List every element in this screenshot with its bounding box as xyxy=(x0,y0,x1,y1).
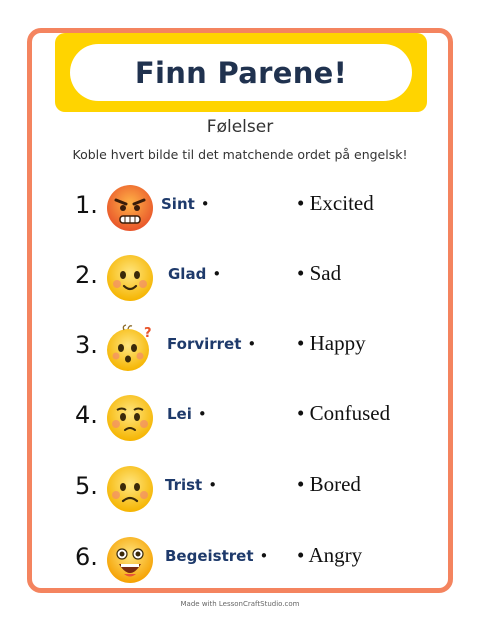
english-word xyxy=(297,543,362,568)
norwegian-word xyxy=(167,335,256,353)
instructions: Koble hvert bilde til det matchende ordet på engelsk! xyxy=(72,147,408,162)
english-bullet: • xyxy=(297,261,305,285)
english-text: Confused xyxy=(309,401,391,425)
item-number: 5. xyxy=(75,472,98,500)
match-row-2 xyxy=(0,248,480,308)
english-bullet: • xyxy=(297,331,305,355)
english-text: Excited xyxy=(309,191,374,215)
english-word xyxy=(297,261,341,286)
word-bullet: • xyxy=(197,405,207,423)
match-row-6 xyxy=(0,530,480,590)
english-text: Angry xyxy=(308,543,363,567)
item-number: 3. xyxy=(75,331,98,359)
match-row-3 xyxy=(0,318,480,378)
item-number: 4. xyxy=(75,401,98,429)
sad-face-icon xyxy=(104,462,156,514)
word-bullet: • xyxy=(259,547,269,565)
page-title: Finn Parene! xyxy=(134,55,348,90)
norwegian-word xyxy=(165,476,217,494)
word-text: Glad xyxy=(168,265,207,283)
english-word xyxy=(297,331,366,356)
english-text: Happy xyxy=(309,331,366,355)
word-bullet: • xyxy=(247,335,257,353)
english-bullet: • xyxy=(297,543,305,567)
norwegian-word xyxy=(167,405,207,423)
norwegian-word xyxy=(165,547,268,565)
excited-face-icon xyxy=(104,533,156,585)
word-text: Lei xyxy=(167,405,192,423)
word-text: Sint xyxy=(161,195,195,213)
english-bullet: • xyxy=(297,472,305,496)
english-text: Sad xyxy=(309,261,342,285)
norwegian-word xyxy=(161,195,210,213)
bored-face-icon xyxy=(104,391,156,443)
angry-face-icon xyxy=(104,181,156,233)
word-bullet: • xyxy=(212,265,222,283)
word-text: Forvirret xyxy=(167,335,242,353)
happy-face-icon xyxy=(104,251,156,303)
match-row-1 xyxy=(0,178,480,238)
word-bullet: • xyxy=(208,476,218,494)
footer-credit: Made with LessonCraftStudio.com xyxy=(180,600,300,608)
norwegian-word xyxy=(168,265,221,283)
english-word xyxy=(297,401,390,426)
word-text: Trist xyxy=(165,476,203,494)
match-row-4 xyxy=(0,388,480,448)
english-word xyxy=(297,191,374,216)
english-word xyxy=(297,472,361,497)
confused-face-icon xyxy=(104,321,156,373)
item-number: 1. xyxy=(75,191,98,219)
item-number: 2. xyxy=(75,261,98,289)
english-bullet: • xyxy=(297,191,305,215)
title-pill xyxy=(70,44,412,101)
match-row-5 xyxy=(0,459,480,519)
svg-text:?: ? xyxy=(144,326,152,341)
english-text: Bored xyxy=(309,472,361,496)
english-bullet: • xyxy=(297,401,305,425)
word-bullet: • xyxy=(200,195,210,213)
worksheet-subtitle: Følelser xyxy=(206,117,274,137)
word-text: Begeistret xyxy=(165,547,254,565)
item-number: 6. xyxy=(75,543,98,571)
